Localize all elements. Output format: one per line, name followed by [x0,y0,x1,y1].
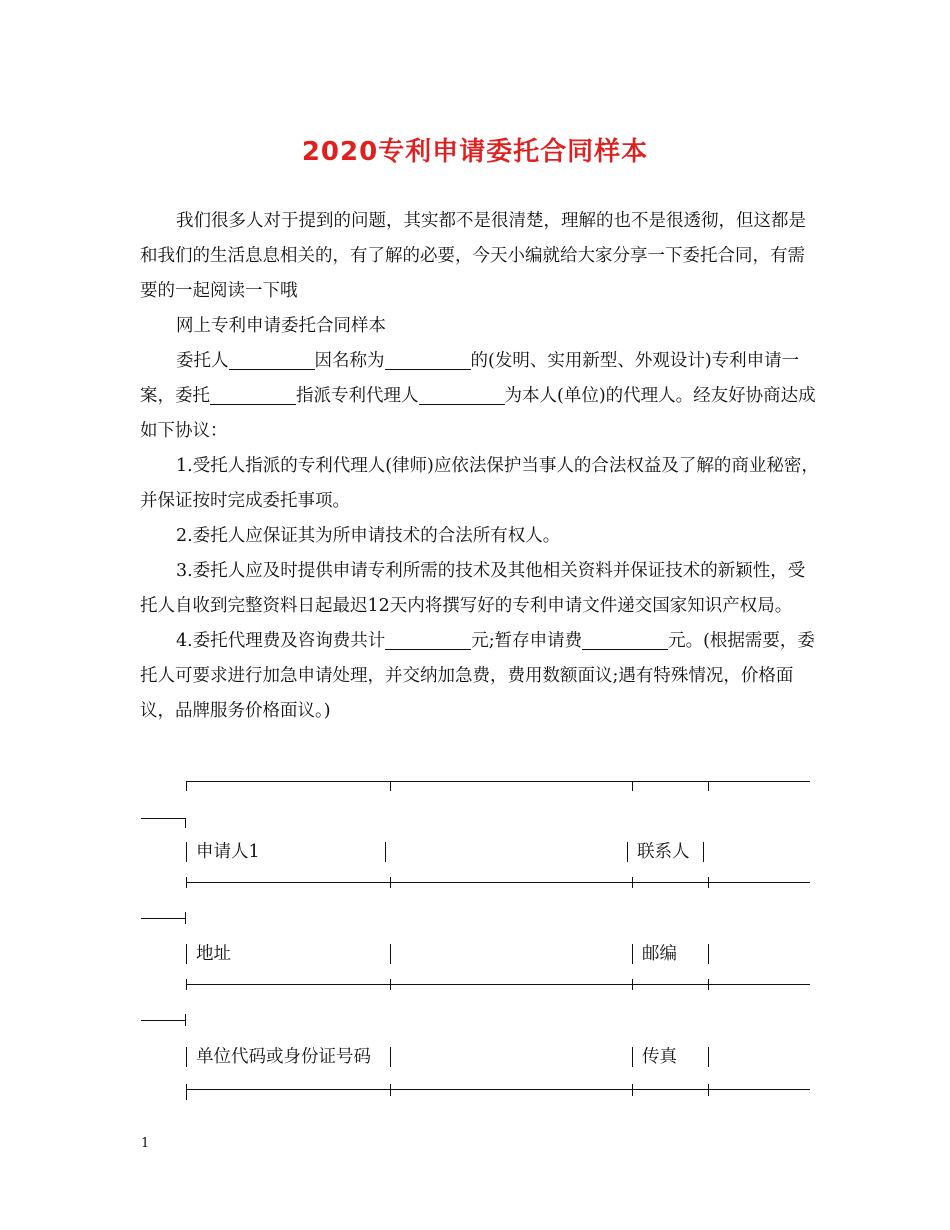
para-text: 委托人 [176,351,229,371]
clause-1: 1.受托人指派的专利代理人(律师)应依法保护当事人的合法权益及了解的商业秘密，并保证按时完成委托事项。 [140,456,819,511]
junction-tick [186,979,187,990]
cell-divider [390,1047,391,1067]
para-text: 4.委托代理费及咨询费共计 [176,631,386,651]
page-title: 2020专利申请委托合同样本 [301,137,649,167]
table-row-divider [186,984,810,985]
junction-tick [186,1084,187,1100]
address-label: 地址 [196,944,231,964]
blank-line [419,384,505,405]
junction-tick [632,979,633,990]
table-wrap-border [141,818,185,819]
cell-divider [186,944,187,964]
junction-tick [185,1014,186,1026]
junction-tick [708,781,709,791]
cell-divider [627,842,628,862]
junction-tick [390,1084,391,1096]
para-text: 指派专利代理人 [296,386,419,406]
junction-tick [632,781,633,791]
para-text: 元;暂存申请费 [471,631,583,651]
junction-tick [708,877,709,888]
document-body [140,204,820,729]
table-wrap-border [141,1020,185,1021]
junction-tick [186,781,187,791]
table-row-divider [186,1089,810,1090]
clause-3: 3.委托人应及时提供申请专利所需的技术及其他相关资料并保证技术的新颖性，受托人自收到完整资料日起最迟12天内将撰写好的专利申请文件递交国家知识产权局。 [140,561,806,616]
junction-tick [390,979,391,990]
junction-tick [186,877,187,888]
junction-tick [185,912,186,924]
cell-divider [632,944,633,964]
applicant-label: 申请人1 [196,842,260,862]
blank-line [210,384,296,405]
junction-tick [185,818,186,828]
clause-4 [140,624,820,729]
id-code-label: 单位代码或身份证号码 [196,1047,371,1067]
cell-divider [390,944,391,964]
cell-divider [708,1047,709,1067]
cell-divider [708,944,709,964]
junction-tick [632,1084,633,1096]
clause-2: 2.委托人应保证其为所申请技术的合法所有权人。 [176,526,561,546]
para-text: 为本人(单位)的代理人。经友好协商达成如下协议： [140,386,816,441]
postcode-label: 邮编 [642,944,677,964]
cell-divider [186,1047,187,1067]
blank-line [229,349,315,370]
blank-line [385,349,471,370]
junction-tick [390,781,391,791]
junction-tick [390,877,391,888]
junction-tick [708,1084,709,1096]
cell-divider [186,842,187,862]
cell-divider [703,842,704,862]
blank-line [385,629,471,650]
para-text: 因名称为 [314,351,385,371]
junction-tick [632,877,633,888]
contact-label: 联系人 [637,842,690,862]
delegation-paragraph [140,344,820,449]
subtitle-paragraph: 网上专利申请委托合同样本 [176,316,386,336]
intro-paragraph: 我们很多人对于提到的问题，其实都不是很清楚，理解的也不是很透彻，但这都是和我们的生活息息相关的，有了解的必要，今天小编就给大家分享一下委托合同，有需要的一起阅读一下哦 [140,211,806,301]
fax-label: 传真 [642,1047,677,1067]
table-wrap-border [141,918,185,919]
table-row-divider [186,882,810,883]
para-text: 的(发明、实用新型、外观设计)专利申请一案，委托 [140,351,800,406]
cell-divider [385,842,386,862]
cell-divider [632,1047,633,1067]
page-number: 1 [141,1136,150,1151]
table-top-border [186,781,810,782]
blank-line [582,629,668,650]
para-text: 元。(根据需要，委托人可要求进行加急申请处理，并交纳加急费，费用数额面议;遇有特殊情况，价格面议，品牌服务价格面议。) [140,631,815,721]
junction-tick [708,979,709,990]
